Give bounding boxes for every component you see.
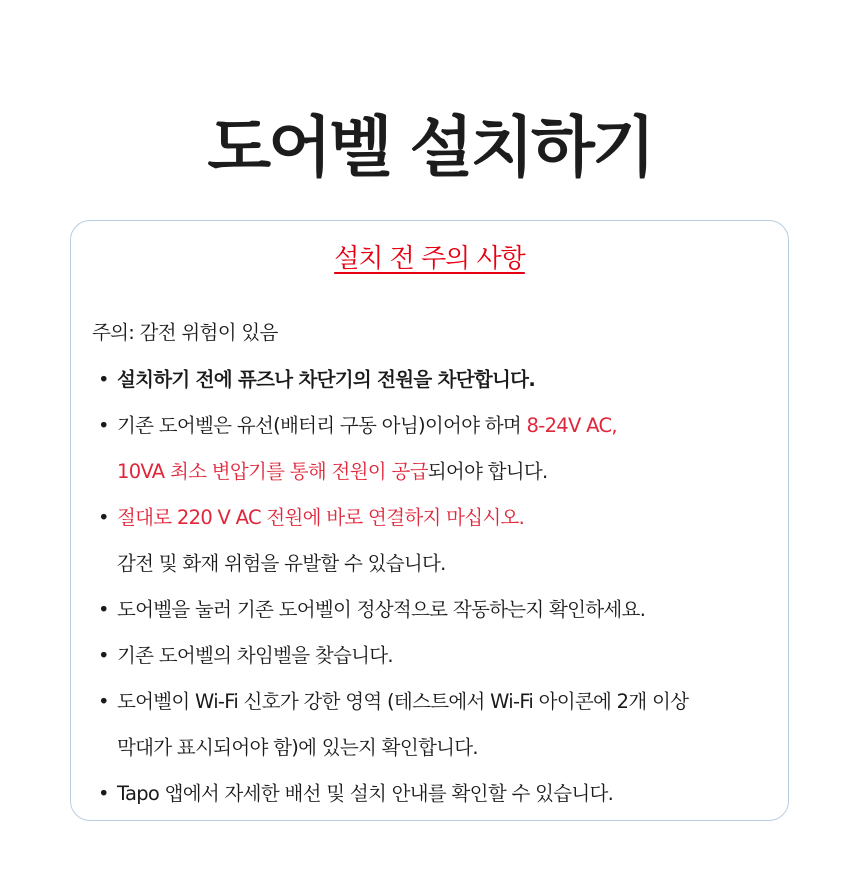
bullet-dot: • (98, 782, 110, 805)
list-item-shock-risk: 감전 및 화재 위험을 유발할 수 있습니다. (117, 552, 446, 575)
caution-subtitle (71, 241, 788, 280)
list-item-text: 기존 도어벨은 유선(배터리 구동 아님)이어야 하며 (117, 414, 527, 437)
list-item-text: 되어야 합니다. (427, 460, 548, 483)
bullet-dot: • (98, 368, 110, 391)
list-item-find-chime: 기존 도어벨의 차임벨을 찾습니다. (117, 644, 393, 667)
bullet-dot: • (98, 506, 110, 529)
list-item-wired-requirement-cont (117, 459, 548, 485)
list-item-no-220v: 절대로 220 V AC 전원에 바로 연결하지 마십시오. (117, 506, 525, 529)
transformer-highlight: 10VA 최소 변압기를 통해 전원이 공급 (117, 460, 428, 483)
list-item-wired-requirement (117, 413, 617, 439)
list-item-wifi-signal-cont: 막대가 표시되어야 함)에 있는지 확인합니다. (117, 736, 478, 759)
list-item-power-off: 설치하기 전에 퓨즈나 차단기의 전원을 차단합니다. (117, 368, 536, 391)
list-item-test-doorbell: 도어벨을 눌러 기존 도어벨이 정상적으로 작동하는지 확인하세요. (117, 598, 646, 621)
caution-warning: 주의: 감전 위험이 있음 (92, 321, 278, 344)
bullet-dot: • (98, 598, 110, 621)
bullet-dot: • (98, 690, 110, 713)
caution-subtitle-text: 설치 전 주의 사항 (334, 244, 525, 274)
list-item-tapo-app: Tapo 앱에서 자세한 배선 및 설치 안내를 확인할 수 있습니다. (117, 782, 614, 805)
page-title: 도어벨 설치하기 (207, 109, 653, 186)
bullet-dot: • (98, 414, 110, 437)
caution-card (70, 220, 789, 821)
bullet-dot: • (98, 644, 110, 667)
voltage-highlight: 8-24V AC, (526, 414, 617, 437)
list-item-wifi-signal: 도어벨이 Wi-Fi 신호가 강한 영역 (테스트에서 Wi-Fi 아이콘에 2개 이상 (117, 690, 689, 713)
